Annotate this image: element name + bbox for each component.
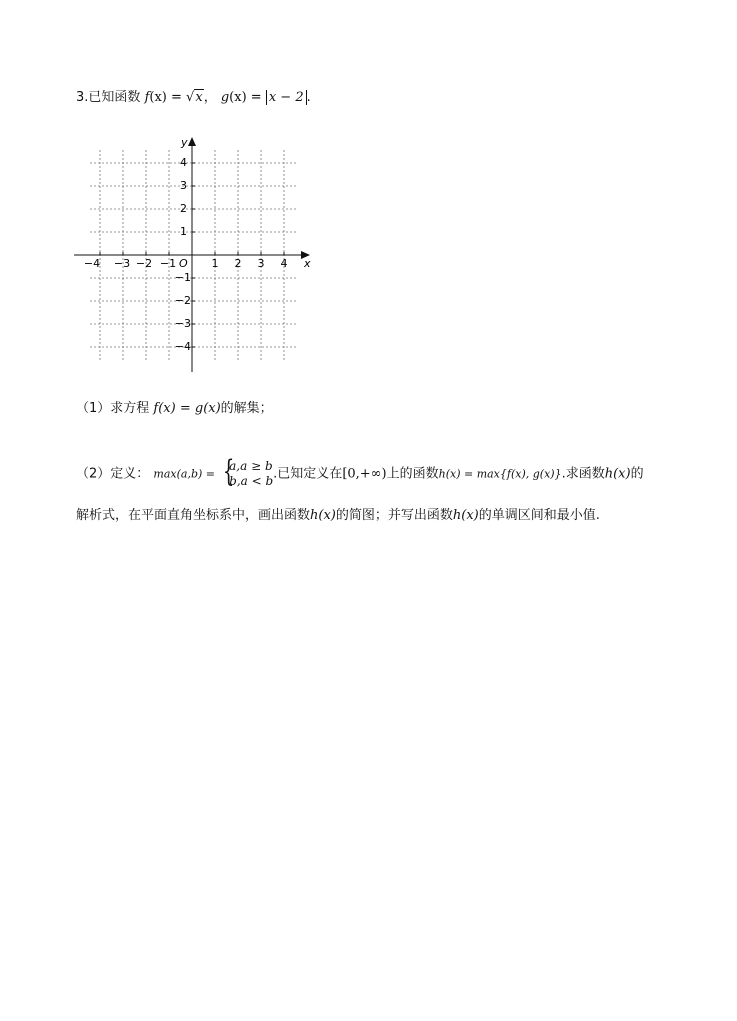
y-axis-label: y (181, 136, 188, 149)
part2-line2 (76, 506, 600, 526)
x-tick-label: −4 (83, 257, 101, 270)
g-arg: (x) (229, 90, 247, 105)
part1-equation: f(x) = g(x) (153, 401, 221, 416)
x-tick-label: −1 (159, 257, 177, 270)
line2-text-c: 的单调区间和最小值. (478, 508, 600, 523)
origin-label: O (179, 257, 188, 270)
question-number: 3. (76, 90, 89, 105)
question-line (76, 88, 311, 108)
case-2: b,a < b (229, 474, 274, 488)
g-name: g (220, 90, 230, 105)
y-tick-label: −1 (174, 271, 191, 284)
line2-h2: h(x) (452, 508, 479, 523)
part2-text1: .已知定义在 (273, 466, 343, 482)
h-name: h(x) (604, 466, 631, 482)
x-tick-label: −3 (113, 257, 131, 270)
line2-h1: h(x) (310, 508, 336, 523)
part2-text4: 的 (630, 466, 644, 482)
x-tick-label: 3 (257, 257, 265, 270)
f-name: f (144, 90, 150, 105)
x-tick-label: −2 (135, 257, 153, 270)
part2-text2: 上的函数 (386, 466, 439, 482)
part1-label: （1）求方程 (76, 401, 150, 416)
x-tick-label: 2 (234, 257, 242, 270)
brace-symbol: { (222, 454, 235, 489)
f-arg: (x) (149, 90, 167, 105)
grid-lines (90, 150, 296, 362)
sqrt-expression: √x (186, 90, 203, 105)
max-expression: max(a,b) = (153, 467, 216, 481)
interval: [0,+∞) (342, 466, 387, 482)
line2-text-b: 的简图；并写出函数 (335, 508, 453, 523)
y-axis-arrow (188, 137, 196, 146)
y-tick-label: 4 (180, 156, 187, 169)
line2-text-a: 解析式，在平面直角坐标系中，画出函数 (76, 508, 311, 523)
question-period: . (306, 90, 311, 105)
question-comma: ， (203, 90, 217, 105)
equals-sign-2: = (250, 90, 262, 105)
case-1: a,a ≥ b (229, 459, 273, 473)
abs-expression: x − 2 (266, 90, 307, 105)
x-tick-label: 4 (280, 257, 288, 270)
y-tick-label: −4 (174, 340, 191, 353)
part2-line1 (76, 454, 644, 489)
question-intro: 已知函数 (88, 90, 141, 105)
part2-text3: .求函数 (561, 466, 605, 482)
equals-sign: = (171, 90, 182, 105)
sqrt-arg: x (195, 90, 203, 105)
y-tick-label: −3 (174, 317, 191, 330)
h-definition: h(x) = max{f(x), g(x)} (438, 467, 562, 481)
y-tick-label: −2 (174, 294, 191, 307)
part1-tail: 的解集； (220, 401, 273, 416)
y-tick-label: 2 (180, 202, 187, 215)
y-tick-label: 3 (180, 179, 187, 192)
x-axis-label: x (304, 257, 311, 270)
y-tick-label: 1 (180, 225, 187, 238)
x-tick-label: 1 (211, 257, 219, 270)
part2-label: （2）定义： (76, 466, 150, 482)
piecewise-cases (219, 454, 274, 489)
coordinate-grid (70, 130, 320, 380)
part1-line (76, 399, 273, 419)
